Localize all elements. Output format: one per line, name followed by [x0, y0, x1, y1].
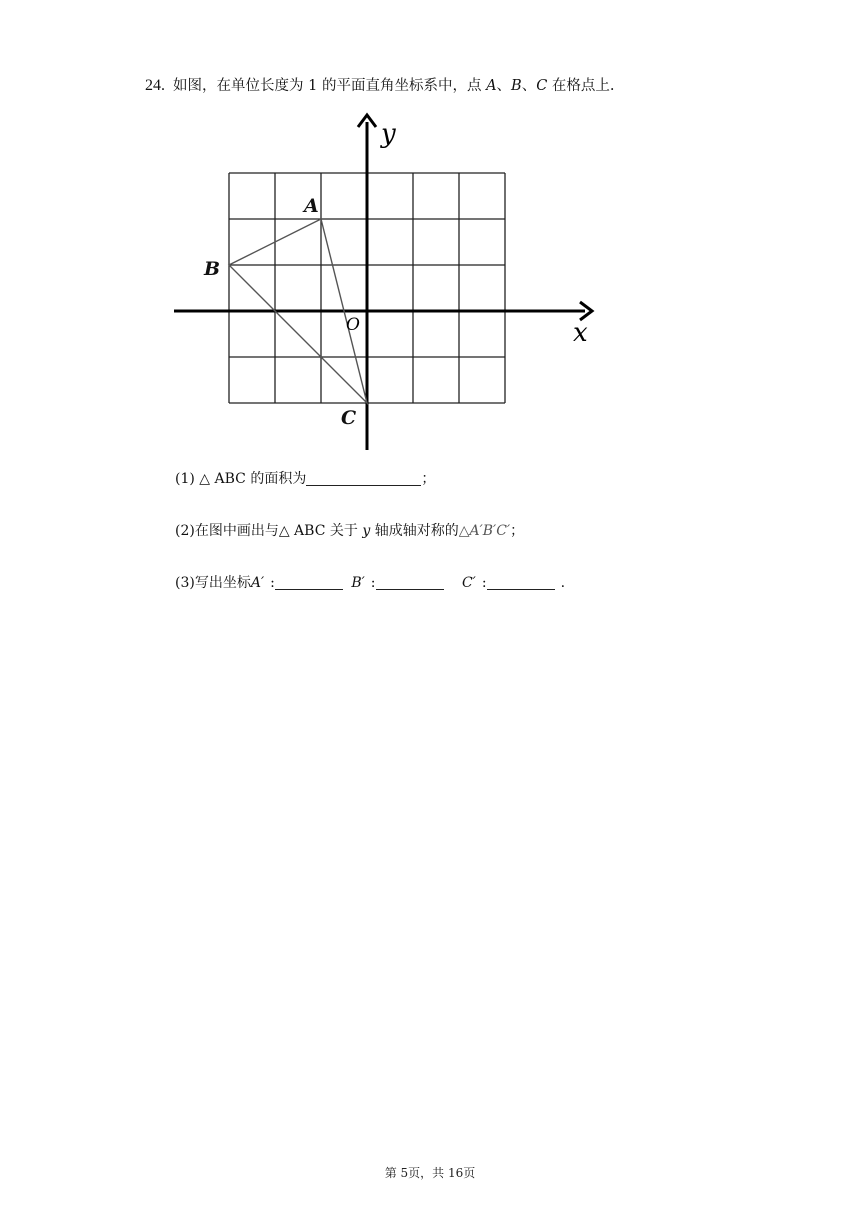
separator: 、 [521, 78, 537, 94]
part-2 [175, 520, 524, 540]
part-3 [175, 572, 565, 592]
part-1-text: (1) △ ABC 的面积为 [175, 471, 307, 487]
colon: : [270, 575, 275, 591]
question-number: 24. [145, 77, 165, 94]
y-axis-label: y [381, 119, 396, 149]
point-label-a: A [304, 195, 319, 217]
answer-blank-c[interactable] [487, 575, 555, 590]
point-label-b: B [204, 258, 221, 280]
origin-label: O [346, 315, 360, 335]
b-prime-label: B′ [351, 575, 365, 591]
answer-blank-area[interactable] [306, 471, 421, 486]
part-2-middle: 轴成轴对称的 [370, 523, 459, 539]
point-b-ref: B [511, 78, 522, 94]
x-axis-label: x [573, 318, 588, 348]
point-a-ref: A [486, 78, 497, 94]
a-prime-label: A′ [250, 575, 265, 591]
part-3-text: (3)写出坐标 [175, 575, 251, 591]
colon: : [370, 575, 376, 591]
question-stem [145, 74, 615, 95]
point-label-c: C [341, 407, 357, 429]
coordinate-grid-figure [160, 110, 610, 460]
c-prime-label: C′ [461, 575, 476, 591]
separator: 、 [496, 78, 512, 94]
part-1 [175, 468, 435, 488]
point-c-ref: C [536, 78, 548, 94]
answer-blank-a[interactable] [275, 575, 343, 590]
period: . [560, 575, 566, 591]
question-text-before: 如图，在单位长度为 1 的平面直角坐标系中，点 [173, 78, 487, 94]
part-2-suffix: ； [510, 523, 525, 539]
part-2-triangle: △A′B′C′ [458, 523, 511, 539]
part-2-text: (2)在图中画出与△ ABC 关于 [175, 523, 363, 539]
colon: : [481, 575, 487, 591]
question-text-after: 在格点上. [547, 78, 615, 94]
part-2-var: y [362, 523, 371, 539]
page-footer: 第 5页，共 16页 [384, 1166, 476, 1180]
answer-blank-b[interactable] [376, 575, 444, 590]
part-1-suffix: ； [421, 471, 436, 487]
axes [174, 115, 592, 450]
